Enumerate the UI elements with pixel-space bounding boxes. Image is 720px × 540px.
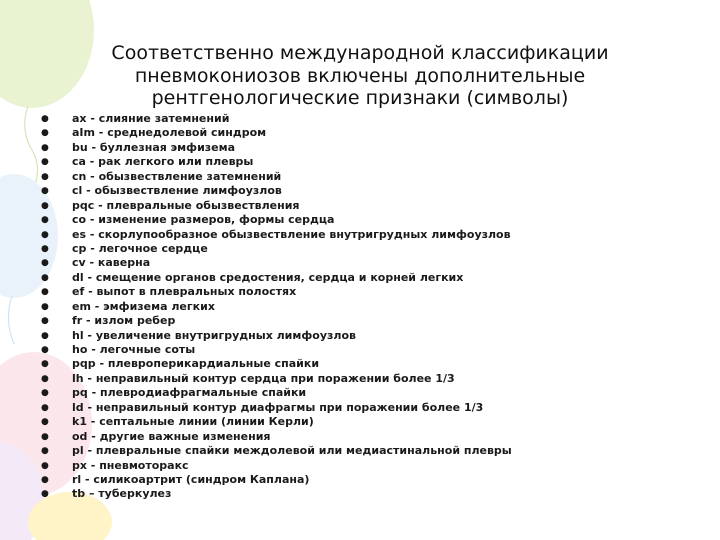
list-item-alm [40, 126, 710, 140]
bullet-icon: ● [41, 128, 49, 139]
bullet-icon: ● [41, 417, 49, 428]
bullet-icon: ● [41, 258, 49, 269]
list-item-cn [40, 170, 710, 184]
list-item-od [40, 430, 710, 444]
list-item-text: k1 - септальные линии (линии Керли) [72, 415, 314, 429]
list-item-text: pqc - плевральные обызвествления [72, 198, 300, 212]
bullet-icon: ● [41, 272, 49, 283]
title-line-3: рентгенологические признаки (символы) [151, 87, 569, 109]
list-item-text: ax - слияние затемнений [72, 112, 230, 125]
title-line-2: пневмокониозов включены дополнительные [134, 64, 586, 87]
bullet-icon: ● [41, 316, 49, 327]
bullet-icon: ● [41, 171, 49, 182]
list-item-text: es - скорлупообразное обызвествление внутригрудных лимфоузлов [72, 227, 511, 241]
list-item-text: cl - обызвествление лимфоузлов [72, 184, 282, 198]
list-item-px [40, 459, 710, 473]
list-item-ca [40, 155, 710, 169]
list-item-em [40, 300, 710, 314]
list-item-text: ca - рак легкого или плевры [72, 155, 254, 169]
list-item-text: em - эмфизема легких [72, 299, 215, 313]
list-item-pqp [40, 357, 710, 371]
list-item-text: aIm - среднедолевой синдром [72, 126, 267, 140]
bullet-icon: ● [41, 388, 49, 399]
bullet-icon: ● [41, 431, 49, 442]
list-item-cp [40, 242, 710, 256]
list-item-text: co - изменение размеров, формы сердца [72, 213, 335, 227]
bullet-icon: ● [41, 489, 49, 500]
list-item-ax [40, 112, 710, 126]
bullet-icon: ● [41, 287, 49, 298]
list-item-ld [40, 401, 710, 415]
list-item-fr [40, 314, 710, 328]
list-item-es [40, 228, 710, 242]
list-item-text: bu - буллезная эмфизема [72, 140, 236, 154]
bullet-icon: ● [41, 301, 49, 312]
bullet-icon: ● [41, 446, 49, 457]
bullet-icon: ● [41, 460, 49, 471]
list-item-text: dl - смещение органов средостения, сердца и корней легких [72, 270, 464, 284]
bullet-icon: ● [41, 345, 49, 355]
list-item-ho [40, 343, 710, 357]
list-item-text: tb – туберкулез [72, 487, 172, 501]
list-item-hl [40, 329, 710, 343]
symbol-list [40, 112, 710, 502]
bullet-icon: ● [41, 330, 49, 341]
list-item-k1 [40, 415, 710, 429]
list-item-text: ef - выпот в плевральных полостях [72, 285, 297, 299]
list-item-ef [40, 285, 710, 299]
bullet-icon: ● [41, 200, 49, 211]
list-item-bu [40, 141, 710, 155]
bullet-icon: ● [41, 229, 49, 240]
bullet-icon: ● [41, 402, 49, 413]
bullet-icon: ● [41, 186, 49, 197]
list-item-text: rl - силикоартрит (синдром Каплана) [72, 472, 310, 486]
list-item-pq [40, 386, 710, 400]
list-item-text: od - другие важные изменения [72, 429, 271, 443]
list-item-lh [40, 372, 710, 386]
bullet-icon: ● [41, 243, 49, 254]
list-item-dl [40, 271, 710, 285]
bullet-icon: ● [41, 215, 49, 226]
list-item-text: cn - обызвествление затемнений [72, 169, 282, 183]
list-item-text: lh - неправильный контур сердца при поражении более 1/3 [72, 371, 455, 385]
list-item-text: px - пневмоторакс [72, 458, 189, 472]
list-item-text: pqp - плевроперикардиальные спайки [72, 357, 320, 371]
title-line-1: Соответственно международной классификации [111, 42, 609, 64]
list-item-text: pl - плевральные спайки междолевой или медиастинальной плевры [72, 444, 512, 458]
list-item-text: fr - излом ребер [72, 314, 176, 328]
list-item-cl [40, 184, 710, 198]
bullet-icon: ● [41, 142, 49, 153]
list-item-text: ld - неправильный контур диафрагмы при поражении более 1/3 [72, 400, 484, 414]
slide-title [95, 42, 625, 110]
bullet-icon: ● [41, 373, 49, 384]
list-item-text: cv - каверна [72, 256, 151, 270]
bullet-icon: ● [41, 474, 49, 485]
list-item-rl [40, 473, 710, 487]
list-item-cv [40, 256, 710, 270]
list-item-pl [40, 444, 710, 458]
bullet-icon: ● [41, 359, 49, 370]
list-item-text: ho - легочные соты [72, 343, 196, 356]
list-item-text: hl - увеличение внутригрудных лимфоузлов [72, 328, 356, 342]
bullet-icon: ● [41, 114, 49, 124]
list-item-text: pq - плевродиафрагмальные спайки [72, 386, 307, 400]
bullet-icon: ● [41, 157, 49, 168]
list-item-pqc [40, 199, 710, 213]
list-item-tb [40, 487, 710, 501]
list-item-co [40, 213, 710, 227]
list-item-text: cp - легочное сердце [72, 241, 208, 255]
